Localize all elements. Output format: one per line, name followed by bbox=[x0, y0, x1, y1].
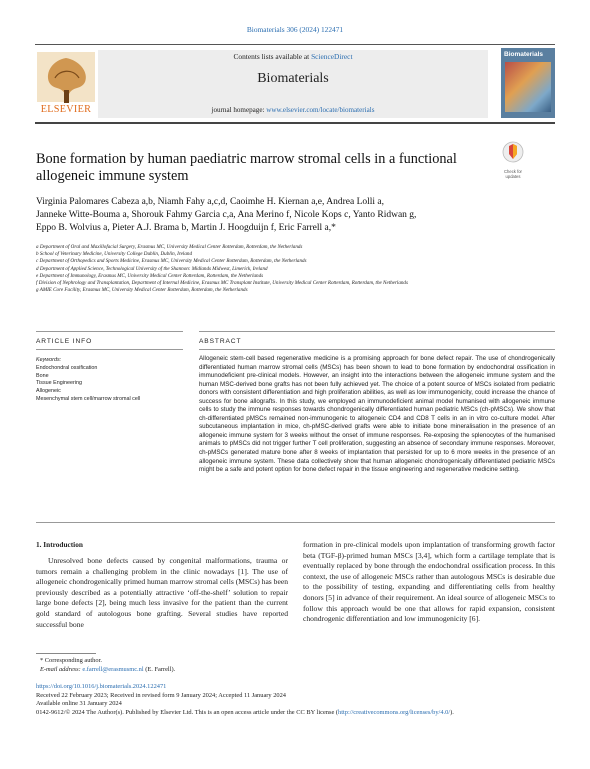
elsevier-logo bbox=[35, 50, 97, 116]
introduction-column-left: Unresolved bone defects caused by congenital malformations, trauma or tumors remain a challenging problem in the clinic nowadays [1]. The use of allogeneic chondrogenically primed human marrow stromal cells (MSCs) has been previously described as a potentially attractive ‘off-the-shelf’ solution to repair large bone defects [2], being much less invasive for the patient than the current gold standard of autologous bone grafting. Several studies have reported successful bone bbox=[36, 556, 288, 629]
affiliation: a Department of Oral and Maxillofacial Surgery, Erasmus MC, University Medical Center Rotterdam, Rotterdam, the Netherlands bbox=[36, 244, 303, 250]
keyword: Tissue Engineering bbox=[36, 380, 82, 387]
author-line: Virginia Palomares Cabeza a,b, Niamh Fahy a,c,d, Caoimhe H. Kiernan a,e, Andrea Lolli a, bbox=[36, 197, 385, 207]
author-line: Janneke Witte-Bouma a, Shorouk Fahmy Garcia c,a, Ana Merino f, Nicole Kops c, Yanto Ridwan g, bbox=[36, 210, 417, 220]
doi-link[interactable]: https://doi.org/10.1016/j.biomaterials.2024.122471 bbox=[36, 683, 167, 691]
journal-cover-image[interactable] bbox=[501, 48, 555, 118]
journal-name: Biomaterials bbox=[257, 71, 329, 86]
email-line bbox=[36, 666, 556, 675]
affiliation-list bbox=[36, 244, 496, 294]
footnote-rule bbox=[36, 653, 96, 654]
available-online: Available online 31 January 2024 bbox=[36, 700, 122, 708]
journal-citation[interactable]: Biomaterials 306 (2024) 122471 bbox=[246, 25, 344, 34]
cover-artwork bbox=[505, 62, 551, 112]
check-updates-label: Check for updates bbox=[504, 169, 522, 179]
article-info-sub-rule bbox=[36, 349, 183, 350]
article-footer bbox=[36, 657, 556, 718]
license-suffix: ). bbox=[450, 708, 454, 716]
email-suffix: (E. Farrell). bbox=[143, 665, 176, 673]
contents-prefix: Contents lists available at bbox=[233, 52, 312, 61]
keyword: Allogeneic bbox=[36, 388, 61, 395]
license-line bbox=[36, 709, 556, 718]
abstract-heading: ABSTRACT bbox=[199, 338, 242, 345]
received-dates: Received 22 February 2023; Received in revised form 9 January 2024; Accepted 11 January 2024 bbox=[36, 691, 286, 699]
email-label: E-mail address: bbox=[40, 665, 83, 673]
email-link[interactable]: e.farrell@erasmusmc.nl bbox=[82, 665, 144, 673]
author-line: Eppo B. Wolvius a, Pieter A.J. Brama b, Martin J. Hoogduijn f, Eric Farrell a,* bbox=[36, 223, 336, 233]
introduction-heading: 1. Introduction bbox=[36, 540, 83, 549]
header-bottom-rule bbox=[35, 122, 555, 124]
cover-title: Biomaterials bbox=[504, 51, 544, 58]
abstract-top-rule bbox=[199, 331, 555, 332]
affiliation: b School of Veterinary Medicine, University College Dublin, Dublin, Ireland bbox=[36, 251, 192, 258]
affiliation: d Department of Applied Science, Technological University of the Shannon: Midlands Midwest, Limerick, Ireland bbox=[36, 265, 268, 272]
homepage-link[interactable]: www.elsevier.com/locate/biomaterials bbox=[266, 106, 375, 114]
keyword: Bone bbox=[36, 372, 49, 379]
abstract-text: Allogeneic stem-cell based regenerative medicine is a promising approach for bone defect repair. The use of chondrogenically differentiated human marrow stromal cells (MSCs) has been shown to lead to bone formation by endochondral ossification in immunodeficient pre-clinical models. However, an insight into the interactions between the allogeneic immune system and the human MSC-derived bone grafts has not been fully achieved yet. The choice of a potent source of MSCs isolated from pediatric donors with consistent differentiation and high proliferation abilities, as well as low immunogenicity, could increase the chance of success for bone allografts. In this study, we employed an immunodeficient animal model humanised with allogeneic immune cells to study the immune responses towards chondrogenically differentiated human pediatric MSCs (ch-pMSCs). We show that ch-differentiated pMSCs remained non-immunogenic to allogeneic CD4 and CD8 T cells in an in vitro co-culture model. After subcutaneous implantation in mice, ch-pMSC-derived grafts were able to initiate bone mineralisation in the presence of an allogeneic immune system for 3 weeks without the onset of immune responses. Re-exposing the splenocytes of the humanised animals to pMSCs did not trigger further T cell proliferation, suggesting an absence of secondary immune responses. Moreover, ch-pMSCs generated mature bone after 8 weeks of implantation that persisted for up to 6 more weeks in the presence of an allogeneic immune system. These data collectively show that human allogeneic chondrogenically differentiated pediatric MSCs might be a safe and potent option for bone defect repair in the tissue engineering and regenerative medicine setting. bbox=[199, 355, 555, 474]
keywords-block bbox=[36, 357, 181, 404]
homepage-line bbox=[98, 106, 488, 114]
corresponding-note: * Corresponding author. bbox=[40, 657, 102, 664]
keyword: Endochondral ossification bbox=[36, 364, 98, 371]
abstract-bottom-rule bbox=[36, 522, 555, 523]
introduction-column-right: formation in pre-clinical models upon implantation of transforming growth factor beta (TGF-β)-primed human MSCs [3,4], which form a cartilage template that is eventually replaced by bone through the endochondral ossification process. In this context, the use of allogeneic MSCs rather than autologous MSCs is desirable due to the possibility of testing, expanding and differentiating cells from healthy donors [5] in advance of their requirement. An ideal source of allogeneic MSCs to follow this approach would be one that allows for rapid expansion, consistent chondrogenic differentiation and low immunogenicity [6]. bbox=[303, 540, 555, 624]
publisher-name: ELSEVIER bbox=[40, 104, 92, 115]
keyword: Mesenchymal stem cell/marrow stromal cell bbox=[36, 395, 141, 402]
article-info-top-rule bbox=[36, 331, 183, 332]
affiliation: c Department of Orthopedics and Sports Medicine, Erasmus MC, University Medical Center Rotterdam, Rotterdam, the Netherlands bbox=[36, 258, 307, 265]
sciencedirect-link[interactable]: ScienceDirect bbox=[311, 52, 353, 61]
author-list bbox=[36, 196, 516, 235]
keywords-label: Keywords: bbox=[36, 357, 62, 363]
affiliation: f Division of Nephrology and Transplantation, Department of Internal Medicine, Erasmus MC Transplant Institute, University Medical Center Rotterdam, Rotterdam, the Netherlands bbox=[36, 280, 408, 287]
article-title: Bone formation by human paediatric marrow stromal cells in a functional allogeneic immune system bbox=[36, 151, 457, 184]
abstract-sub-rule bbox=[199, 349, 555, 350]
affiliation: g AMIE Core Facility, Erasmus MC, University Medical Center Rotterdam, Rotterdam, the Netherlands bbox=[36, 287, 248, 294]
contents-line bbox=[98, 52, 488, 61]
article-info-heading: ARTICLE INFO bbox=[36, 338, 93, 345]
license-link[interactable]: http://creativecommons.org/licenses/by/4.0/ bbox=[338, 708, 451, 716]
homepage-prefix: journal homepage: bbox=[211, 106, 267, 114]
check-updates-icon bbox=[498, 140, 528, 164]
license-prefix: 0142-9612/© 2024 The Author(s). Published by Elsevier Ltd. This is an open access article under the CC BY license ( bbox=[36, 708, 339, 716]
check-for-updates-button[interactable] bbox=[498, 140, 528, 178]
affiliation: e Department of Immunology, Erasmus MC, University Medical Center Rotterdam, Rotterdam, the Netherlands bbox=[36, 272, 264, 279]
header-top-rule bbox=[35, 44, 555, 45]
